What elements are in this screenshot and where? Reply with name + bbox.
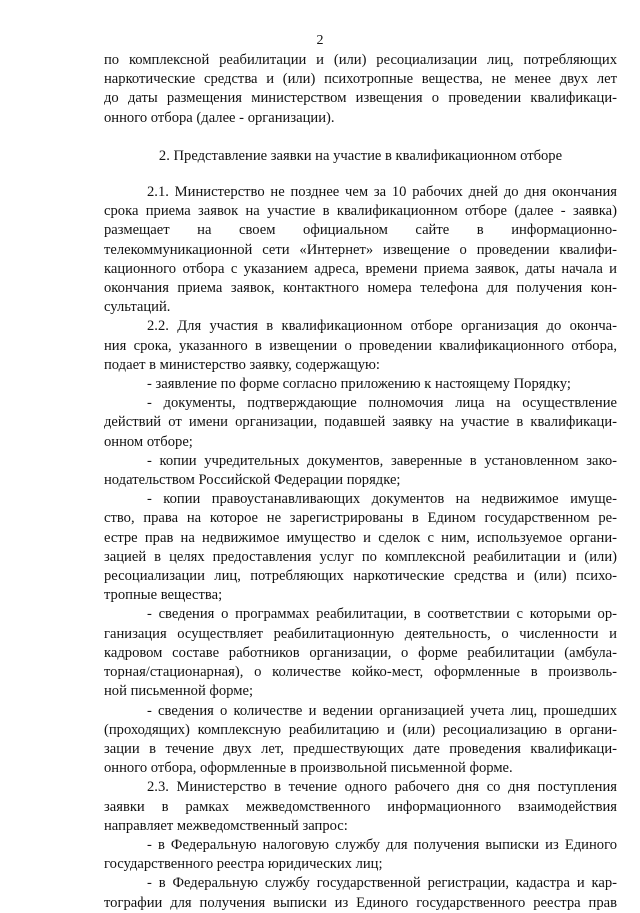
paragraph (104, 317, 617, 375)
text-line: государственного реестра юридических лиц; (104, 856, 383, 873)
text-line: естре прав на недвижимое имущество и сделок с ним, используемое органи- (104, 529, 617, 546)
paragraph (104, 452, 617, 490)
text-line: зацией в целях предоставления услуг по комплексной реабилитации и (или) (104, 548, 617, 565)
text-line: по комплексной реабилитации и (или) ресоциализации лиц, потребляющих (104, 52, 617, 68)
text-line: окончания приема заявок, контактного номера телефона для получения кон- (104, 280, 617, 297)
text-line: - документы, подтверждающие полномочия лица на осуществление (147, 395, 617, 412)
text-line: ной письменной форме; (104, 683, 254, 700)
paragraph (104, 183, 617, 317)
section-heading: 2. Представление заявки на участие в квалификационном отборе (158, 147, 563, 164)
paragraph (104, 702, 617, 779)
text-line: (проходящих) комплексную реабилитацию и (или) ресоциализацию в органи- (104, 721, 617, 738)
text-line: онного отбора, оформленные в произвольной письменной форме. (104, 760, 513, 777)
text-line: направляет межведомственный запрос: (104, 817, 348, 834)
text-line: кационного отбора с указанием адреса, времени приема заявок, даты начала и (104, 260, 617, 277)
text-line: ганизация осуществляет реабилитационную деятельность, о численности и (104, 625, 617, 642)
text-line: до даты размещения министерством извещения о проведении квалификаци- (104, 90, 617, 107)
text-line: 2.3. Министерство в течение одного рабочего дня со дня поступления (147, 779, 617, 796)
text-line: заявки в рамках межведомственного информационного взаимодействия (104, 798, 617, 815)
text-line: тографии для получения выписки из Единого государственного реестра прав (104, 894, 617, 911)
text-line: - сведения о количестве и ведении организацией учета лиц, прошедших (147, 702, 617, 719)
text-line: - в Федеральную службу государственной регистрации, кадастра и кар- (147, 875, 617, 892)
text-line: срока приема заявок на участие в квалификационном отборе (далее - заявка) (104, 203, 617, 220)
text-line: кадровом составе работников организации, о форме реабилитации (амбула- (104, 644, 617, 661)
paragraph (104, 490, 617, 605)
paragraph (104, 778, 617, 836)
text-line: нодательством Российской Федерации порядке; (104, 472, 401, 489)
text-line: ресоциализации лиц, потребляющих наркотические средства и (или) психо- (104, 568, 617, 585)
text-line: ство, права на которое не зарегистрированы в Едином государственном ре- (104, 510, 617, 527)
document-body (104, 51, 617, 913)
text-line: тропные вещества; (104, 587, 223, 604)
text-line: 2.2. Для участия в квалификационном отборе организация до оконча- (147, 318, 617, 335)
text-line: - копии учредительных документов, заверенные в установленном зако- (147, 452, 617, 469)
text-line: - заявление по форме согласно приложению к настоящему Порядку; (147, 376, 571, 393)
text-line: онного отбора (далее - организации). (104, 109, 335, 126)
text-line: подает в министерство заявку, содержащую: (104, 356, 380, 373)
text-line: наркотические средства и (или) психотропные вещества, не менее двух лет (104, 71, 617, 88)
text-line: зации в течение двух лет, предшествующих дате проведения квалификаци- (104, 740, 617, 757)
text-line: сультаций. (104, 299, 171, 316)
paragraph (104, 605, 617, 701)
text-line: торная/стационарная), о количестве койко-мест, оформленные в произволь- (104, 664, 617, 681)
paragraph (104, 375, 617, 394)
text-line: действий от имени организации, подавшей заявку на участие в квалификаци- (104, 414, 617, 431)
paragraph (104, 51, 617, 128)
paragraph (104, 836, 617, 874)
text-line: ния срока, указанного в извещении о проведении квалификационного отбора, (104, 337, 617, 354)
text-line: телекоммуникационной сети «Интернет» извещение о проведении квалифи- (104, 241, 617, 258)
text-line: - в Федеральную налоговую службу для получения выписки из Единого (147, 836, 617, 853)
text-line: - копии правоустанавливающих документов на недвижимое имуще- (147, 491, 617, 508)
paragraph (104, 874, 617, 912)
text-line: 2.1. Министерство не позднее чем за 10 рабочих дней до дня окончания (147, 184, 617, 201)
page-number: 2 (316, 33, 324, 48)
text-line: - сведения о программах реабилитации, в соответствии с которыми ор- (147, 606, 617, 623)
text-line: онном отборе; (104, 433, 193, 450)
text-line: размещает на своем официальном сайте в информационно- (104, 222, 617, 239)
paragraph (104, 394, 617, 452)
